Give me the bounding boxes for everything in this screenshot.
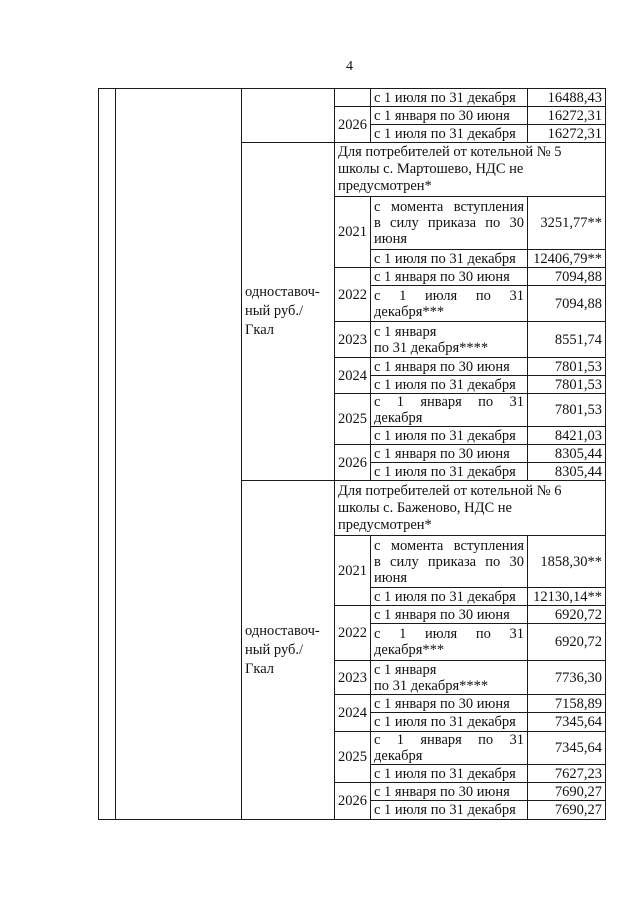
unit-cell-continued bbox=[242, 89, 335, 143]
value-cell: 1858,30** bbox=[528, 536, 606, 588]
period-cell: с 1 июля по 31 декабря bbox=[371, 89, 528, 107]
period-cell: с 1 июля по 31 декабря bbox=[371, 376, 528, 394]
period-cell: с 1 января по 31 декабря bbox=[371, 732, 528, 765]
value-cell: 16488,43 bbox=[528, 89, 606, 107]
period-cell: с 1 июля по 31 декабря bbox=[371, 713, 528, 732]
period-cell: с 1 июля по 31 декабря bbox=[371, 588, 528, 606]
period-cell: с 1 июля по 31 декабря bbox=[371, 765, 528, 783]
value-cell: 7094,88 bbox=[528, 268, 606, 286]
year-cell: 2024 bbox=[335, 695, 371, 732]
period-cell: с момента вступления в силу приказа по 30 июня bbox=[371, 197, 528, 250]
year-cell: 2026 bbox=[335, 783, 371, 820]
section-header: Для потребителей от котельной № 6 школы с. Баженово, НДС не предусмотрен* bbox=[335, 481, 606, 536]
period-cell: с 1 июля по 31 декабря*** bbox=[371, 286, 528, 322]
unit-cell: одноставоч- ный руб./ Гкал bbox=[242, 143, 335, 481]
year-cell: 2026 bbox=[335, 107, 371, 143]
period-cell: с 1 июля по 31 декабря bbox=[371, 125, 528, 143]
value-cell: 7690,27 bbox=[528, 801, 606, 820]
year-cell: 2022 bbox=[335, 606, 371, 661]
year-cell: 2026 bbox=[335, 445, 371, 481]
value-cell: 7736,30 bbox=[528, 661, 606, 695]
period-cell: с момента вступления в силу приказа по 30 июня bbox=[371, 536, 528, 588]
year-cell: 2025 bbox=[335, 732, 371, 783]
period-cell: с 1 января по 30 июня bbox=[371, 606, 528, 624]
value-cell: 8305,44 bbox=[528, 463, 606, 481]
value-cell: 7158,89 bbox=[528, 695, 606, 713]
value-cell: 7094,88 bbox=[528, 286, 606, 322]
value-cell: 7690,27 bbox=[528, 783, 606, 801]
blank-column-1 bbox=[99, 89, 116, 820]
value-cell: 7345,64 bbox=[528, 713, 606, 732]
period-cell: с 1 января по 30 июня bbox=[371, 268, 528, 286]
unit-cell: одноставоч- ный руб./ Гкал bbox=[242, 481, 335, 820]
value-cell: 7345,64 bbox=[528, 732, 606, 765]
table-row bbox=[99, 89, 606, 107]
blank-column-2 bbox=[116, 89, 242, 820]
period-cell: с 1 января по 31 декабря bbox=[371, 394, 528, 427]
period-cell: с 1 июля по 31 декабря bbox=[371, 801, 528, 820]
year-cell: 2022 bbox=[335, 268, 371, 322]
value-cell: 8305,44 bbox=[528, 445, 606, 463]
period-cell: с 1 июля по 31 декабря*** bbox=[371, 624, 528, 661]
value-cell: 16272,31 bbox=[528, 107, 606, 125]
value-cell: 8421,03 bbox=[528, 427, 606, 445]
period-cell: с 1 января по 30 июня bbox=[371, 695, 528, 713]
period-cell: с 1 января по 31 декабря**** bbox=[371, 661, 528, 695]
year-cell: 2021 bbox=[335, 197, 371, 268]
period-cell: с 1 июля по 31 декабря bbox=[371, 463, 528, 481]
period-cell: с 1 июля по 31 декабря bbox=[371, 250, 528, 268]
year-cell: 2025 bbox=[335, 394, 371, 445]
value-cell: 12406,79** bbox=[528, 250, 606, 268]
period-cell: с 1 января по 30 июня bbox=[371, 445, 528, 463]
value-cell: 6920,72 bbox=[528, 624, 606, 661]
value-cell: 16272,31 bbox=[528, 125, 606, 143]
value-cell: 8551,74 bbox=[528, 322, 606, 358]
section-header: Для потребителей от котельной № 5 школы с. Мартошево, НДС не предусмотрен* bbox=[335, 143, 606, 197]
value-cell: 7801,53 bbox=[528, 358, 606, 376]
value-cell: 7801,53 bbox=[528, 376, 606, 394]
year-cell-continued bbox=[335, 89, 371, 107]
year-cell: 2024 bbox=[335, 358, 371, 394]
tariff-table bbox=[98, 88, 606, 820]
period-cell: с 1 января по 30 июня bbox=[371, 358, 528, 376]
value-cell: 7627,23 bbox=[528, 765, 606, 783]
value-cell: 7801,53 bbox=[528, 394, 606, 427]
period-cell: с 1 января по 31 декабря**** bbox=[371, 322, 528, 358]
page-number: 4 bbox=[346, 59, 353, 74]
period-cell: с 1 января по 30 июня bbox=[371, 783, 528, 801]
period-cell: с 1 июля по 31 декабря bbox=[371, 427, 528, 445]
value-cell: 3251,77** bbox=[528, 197, 606, 250]
year-cell: 2023 bbox=[335, 322, 371, 358]
value-cell: 12130,14** bbox=[528, 588, 606, 606]
period-cell: с 1 января по 30 июня bbox=[371, 107, 528, 125]
year-cell: 2023 bbox=[335, 661, 371, 695]
value-cell: 6920,72 bbox=[528, 606, 606, 624]
year-cell: 2021 bbox=[335, 536, 371, 606]
